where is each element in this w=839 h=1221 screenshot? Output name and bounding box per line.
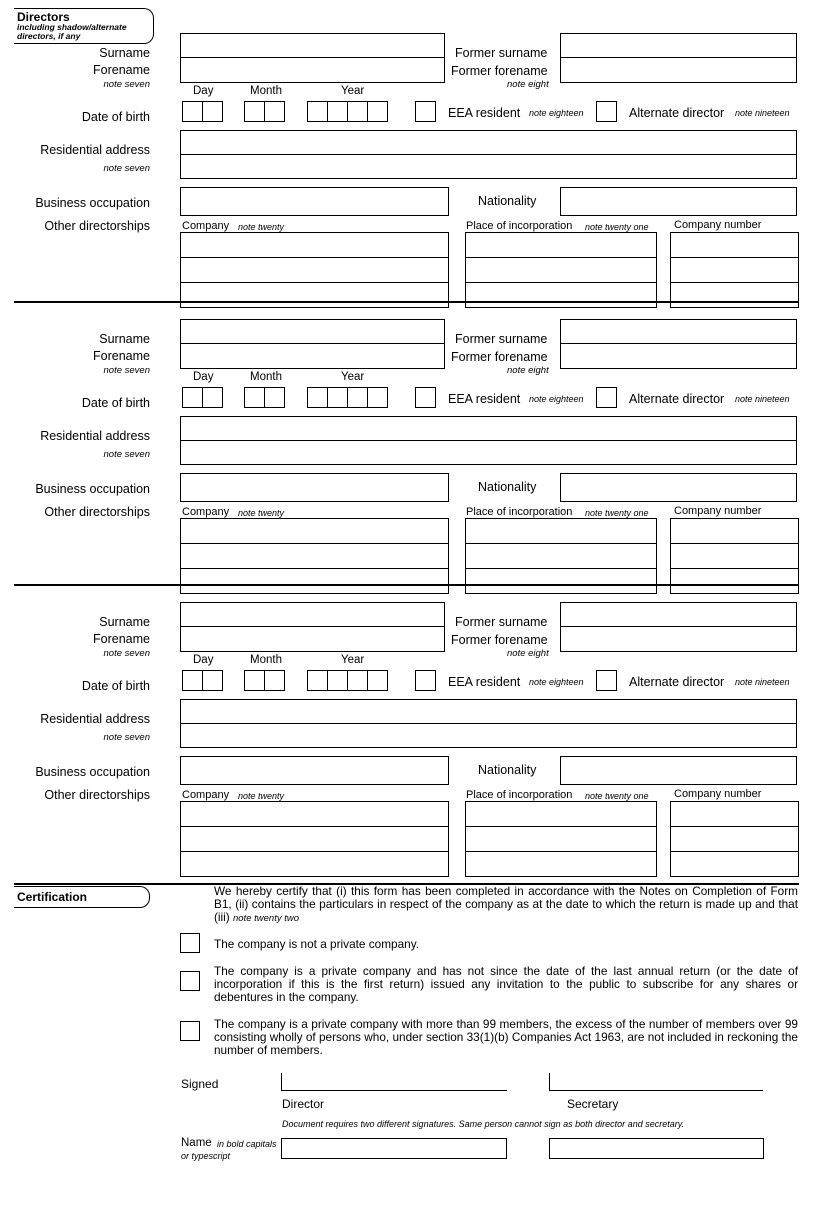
name-note: in bold capitals or typescript xyxy=(181,1139,277,1161)
director-1-dob-digit-1-0[interactable] xyxy=(244,101,265,122)
director-3-occupation-label: Business occupation xyxy=(35,765,150,779)
director-2-eea-label: EEA resident xyxy=(448,392,521,406)
director-2-dob-digit-2-3[interactable] xyxy=(367,387,388,408)
director-3-alternate-label: Alternate director xyxy=(629,675,725,689)
director-2-dob-digit-1-0[interactable] xyxy=(244,387,265,408)
cert-option3-text: The company is a private company with more than 99 members, the excess of the number of members over 99 consisting wholly of persons who, under section 33(1)(b) Companies Act 1963, are not included in reckoning the number of members. xyxy=(214,1017,798,1057)
director-3-residential-line2[interactable] xyxy=(180,723,797,748)
director-3-company-number-label: Company number xyxy=(674,788,762,800)
director-2-dob-digit-0-0[interactable] xyxy=(182,387,203,408)
director-2-alternate-checkbox[interactable] xyxy=(596,387,617,408)
director-3-year-label: Year xyxy=(341,654,365,666)
director-3-dir-number-row-1[interactable] xyxy=(670,826,799,852)
director-1-eea-note: note eighteen xyxy=(529,108,584,118)
director-3-dob-digit-1-0[interactable] xyxy=(244,670,265,691)
director-3-dir-place-row-1[interactable] xyxy=(465,826,657,852)
cert-option1-checkbox[interactable] xyxy=(180,933,200,953)
director-3-place-label: Place of incorporation xyxy=(466,789,573,801)
director-1-dob-digit-2-2[interactable] xyxy=(347,101,368,122)
director-3-eea-label: EEA resident xyxy=(448,675,521,689)
director-2-company-number-label: Company number xyxy=(674,505,762,517)
director-3-day-label: Day xyxy=(193,654,214,666)
director-2-dob-digit-2-1[interactable] xyxy=(327,387,348,408)
director-3-former-forename-field[interactable] xyxy=(560,626,797,652)
director-2-forename-label: Forename xyxy=(93,349,150,363)
director-3-dir-place-row-2[interactable] xyxy=(465,851,657,877)
director-1-former-note: note eight xyxy=(507,79,549,90)
director-3-dob-digit-1-1[interactable] xyxy=(264,670,285,691)
directors-subtitle: including shadow/alternate directors, if any xyxy=(17,22,127,41)
director-1-dob-digit-0-0[interactable] xyxy=(182,101,203,122)
director-2-month-label: Month xyxy=(250,371,282,383)
director-2-company-label: Company xyxy=(182,506,230,518)
director-2-dir-number-row-2[interactable] xyxy=(670,568,799,594)
director-1-dob-digit-1-1[interactable] xyxy=(264,101,285,122)
director-2-place-label: Place of incorporation xyxy=(466,506,573,518)
director-2-nationality-label: Nationality xyxy=(478,480,537,494)
director-2-forename-note: note seven xyxy=(103,365,150,376)
director-2-day-label: Day xyxy=(193,371,214,383)
director-2-dir-company-row-1[interactable] xyxy=(180,543,449,569)
director-3-divider xyxy=(14,584,799,586)
director-3-alternate-note: note nineteen xyxy=(735,677,790,687)
director-3-dob-digit-2-1[interactable] xyxy=(327,670,348,691)
director-2-eea-checkbox[interactable] xyxy=(415,387,436,408)
director-1-dir-number-row-0[interactable] xyxy=(670,232,799,258)
director-1-forename-label: Forename xyxy=(93,63,150,77)
director-3-dob-digit-2-2[interactable] xyxy=(347,670,368,691)
director-3-dob-digit-2-0[interactable] xyxy=(307,670,328,691)
director-2-dob-digit-2-0[interactable] xyxy=(307,387,328,408)
director-2-dob-digit-1-1[interactable] xyxy=(264,387,285,408)
director-1-dir-place-row-1[interactable] xyxy=(465,257,657,283)
director-1-occupation-label: Business occupation xyxy=(35,196,150,210)
director-3-residential-label: Residential address xyxy=(40,712,150,726)
director-3-residential-line1[interactable] xyxy=(180,699,797,724)
director-2-former-forename-field[interactable] xyxy=(560,343,797,369)
director-3-dir-company-row-2[interactable] xyxy=(180,851,449,877)
directors-title: Directors xyxy=(17,10,70,24)
director-3-dir-place-row-0[interactable] xyxy=(465,801,657,827)
director-1-former-surname-label: Former surname xyxy=(455,46,548,60)
director-2-dir-company-row-0[interactable] xyxy=(180,518,449,544)
signature-note: Document requires two different signatures. Same person cannot sign as both director and secretary. xyxy=(282,1119,685,1129)
director-3-company-label: Company xyxy=(182,789,230,801)
cert-option3-checkbox[interactable] xyxy=(180,1021,200,1041)
director-3-former-surname-field[interactable] xyxy=(560,602,797,627)
secretary-signature-line[interactable] xyxy=(549,1090,763,1091)
secretary-label: Secretary xyxy=(567,1097,619,1111)
director-1-eea-label: EEA resident xyxy=(448,106,521,120)
director-signature-line[interactable] xyxy=(281,1090,507,1091)
director-2-dir-company-row-2[interactable] xyxy=(180,568,449,594)
director-1-company-label: Company xyxy=(182,220,230,232)
director-3-dir-number-row-2[interactable] xyxy=(670,851,799,877)
director-3-dir-number-row-0[interactable] xyxy=(670,801,799,827)
director-1-nationality-label: Nationality xyxy=(478,194,537,208)
director-2-residential-line2[interactable] xyxy=(180,440,797,465)
director-2-place-note: note twenty one xyxy=(585,508,649,518)
secretary-name-field[interactable] xyxy=(549,1138,764,1159)
director-1-surname-field[interactable] xyxy=(180,33,445,58)
director-1-occupation-field[interactable] xyxy=(180,187,449,216)
director-2-residential-note: note seven xyxy=(103,449,150,460)
director-1-alternate-label: Alternate director xyxy=(629,106,725,120)
director-1-residential-label: Residential address xyxy=(40,143,150,157)
director-2-dir-number-row-0[interactable] xyxy=(670,518,799,544)
director-1-residential-line1[interactable] xyxy=(180,130,797,155)
director-1-company-number-label: Company number xyxy=(674,219,762,231)
director-1-dir-company-row-0[interactable] xyxy=(180,232,449,258)
director-3-dob-label: Date of birth xyxy=(81,679,150,693)
director-2-year-label: Year xyxy=(341,371,365,383)
director-3-forename-label: Forename xyxy=(93,632,150,646)
director-2-occupation-label: Business occupation xyxy=(35,482,150,496)
name-label: Name xyxy=(181,1137,212,1149)
director-2-surname-field[interactable] xyxy=(180,319,445,344)
director-3-surname-label: Surname xyxy=(99,615,150,629)
director-2-former-note: note eight xyxy=(507,365,549,376)
director-1-residential-line2[interactable] xyxy=(180,154,797,179)
director-3-nationality-label: Nationality xyxy=(478,763,537,777)
director-3-other-directorships-label: Other directorships xyxy=(44,788,150,802)
director-1-alternate-note: note nineteen xyxy=(735,108,790,118)
director-2-dir-place-row-2[interactable] xyxy=(465,568,657,594)
director-1-place-label: Place of incorporation xyxy=(466,220,573,232)
director-3-eea-note: note eighteen xyxy=(529,677,584,687)
director-1-surname-label: Surname xyxy=(99,46,150,60)
director-2-dob-label: Date of birth xyxy=(81,396,150,410)
director-2-divider xyxy=(14,301,799,303)
cert-option2-text: The company is a private company and has not since the date of the last annual return (or the date of incorporation if this is the first return) issued any invitation to the public to subscribe for any shares or debentures in the company. xyxy=(214,964,798,1004)
director-3-alternate-checkbox[interactable] xyxy=(596,670,617,691)
director-3-surname-field[interactable] xyxy=(180,602,445,627)
director-3-occupation-field[interactable] xyxy=(180,756,449,785)
director-2-former-surname-label: Former surname xyxy=(455,332,548,346)
director-3-dir-company-row-0[interactable] xyxy=(180,801,449,827)
director-1-dir-company-row-1[interactable] xyxy=(180,257,449,283)
director-2-surname-label: Surname xyxy=(99,332,150,346)
director-1-eea-checkbox[interactable] xyxy=(415,101,436,122)
director-2-dob-digit-2-2[interactable] xyxy=(347,387,368,408)
director-1-residential-note: note seven xyxy=(103,163,150,174)
director-2-alternate-note: note nineteen xyxy=(735,394,790,404)
director-1-dob-digit-0-1[interactable] xyxy=(202,101,223,122)
director-1-former-forename-label: Former forename xyxy=(451,64,548,78)
director-1-forename-field[interactable] xyxy=(180,57,445,83)
director-3-nationality-field[interactable] xyxy=(560,756,797,785)
cert-option1-text: The company is not a private company. xyxy=(214,937,420,951)
director-1-dir-place-row-2[interactable] xyxy=(465,282,657,308)
director-3-former-forename-label: Former forename xyxy=(451,633,548,647)
director-3-dob-digit-0-0[interactable] xyxy=(182,670,203,691)
director-3-dob-digit-2-3[interactable] xyxy=(367,670,388,691)
director-2-former-forename-label: Former forename xyxy=(451,350,548,364)
director-1-alternate-checkbox[interactable] xyxy=(596,101,617,122)
director-1-dob-digit-2-0[interactable] xyxy=(307,101,328,122)
director-1-dir-place-row-0[interactable] xyxy=(465,232,657,258)
director-1-other-directorships-label: Other directorships xyxy=(44,219,150,233)
director-3-dir-company-row-1[interactable] xyxy=(180,826,449,852)
director-2-occupation-field[interactable] xyxy=(180,473,449,502)
certification-title: Certification xyxy=(17,890,88,904)
director-3-company-note: note twenty xyxy=(238,791,285,801)
director-1-nationality-field[interactable] xyxy=(560,187,797,216)
director-1-day-label: Day xyxy=(193,85,214,97)
director-label: Director xyxy=(282,1097,325,1111)
director-3-place-note: note twenty one xyxy=(585,791,649,801)
director-3-month-label: Month xyxy=(250,654,282,666)
director-2-former-surname-field[interactable] xyxy=(560,319,797,344)
director-2-company-note: note twenty xyxy=(238,508,285,518)
director-1-dir-company-row-2[interactable] xyxy=(180,282,449,308)
director-3-former-surname-label: Former surname xyxy=(455,615,548,629)
director-2-forename-field[interactable] xyxy=(180,343,445,369)
director-1-dob-digit-2-3[interactable] xyxy=(367,101,388,122)
director-2-eea-note: note eighteen xyxy=(529,394,584,404)
director-1-place-note: note twenty one xyxy=(585,222,649,232)
director-name-field[interactable] xyxy=(281,1138,507,1159)
director-2-alternate-label: Alternate director xyxy=(629,392,725,406)
director-2-dir-place-row-1[interactable] xyxy=(465,543,657,569)
director-3-forename-field[interactable] xyxy=(180,626,445,652)
director-2-residential-label: Residential address xyxy=(40,429,150,443)
cert-option2-checkbox[interactable] xyxy=(180,971,200,991)
director-1-dir-number-row-1[interactable] xyxy=(670,257,799,283)
certification-intro: We hereby certify that (i) this form has been completed in accordance with the Notes on Completion of Form B1, (ii) contains the particulars in respect of the company as at the date to which the return is made up and that (iii) note twenty two xyxy=(214,884,798,924)
director-1-dob-digit-2-1[interactable] xyxy=(327,101,348,122)
director-1-year-label: Year xyxy=(341,85,365,97)
director-1-dir-number-row-2[interactable] xyxy=(670,282,799,308)
director-2-nationality-field[interactable] xyxy=(560,473,797,502)
director-2-other-directorships-label: Other directorships xyxy=(44,505,150,519)
director-1-forename-note: note seven xyxy=(103,79,150,90)
director-2-dir-place-row-0[interactable] xyxy=(465,518,657,544)
director-1-dob-label: Date of birth xyxy=(81,110,150,124)
director-2-residential-line1[interactable] xyxy=(180,416,797,441)
director-1-month-label: Month xyxy=(250,85,282,97)
director-2-dob-digit-0-1[interactable] xyxy=(202,387,223,408)
signed-label: Signed xyxy=(181,1077,219,1091)
director-1-former-forename-field[interactable] xyxy=(560,57,797,83)
director-1-company-note: note twenty xyxy=(238,222,285,232)
director-3-residential-note: note seven xyxy=(103,732,150,743)
director-3-forename-note: note seven xyxy=(103,648,150,659)
director-3-dob-digit-0-1[interactable] xyxy=(202,670,223,691)
director-3-former-note: note eight xyxy=(507,648,549,659)
director-2-dir-number-row-1[interactable] xyxy=(670,543,799,569)
director-1-former-surname-field[interactable] xyxy=(560,33,797,58)
director-3-eea-checkbox[interactable] xyxy=(415,670,436,691)
